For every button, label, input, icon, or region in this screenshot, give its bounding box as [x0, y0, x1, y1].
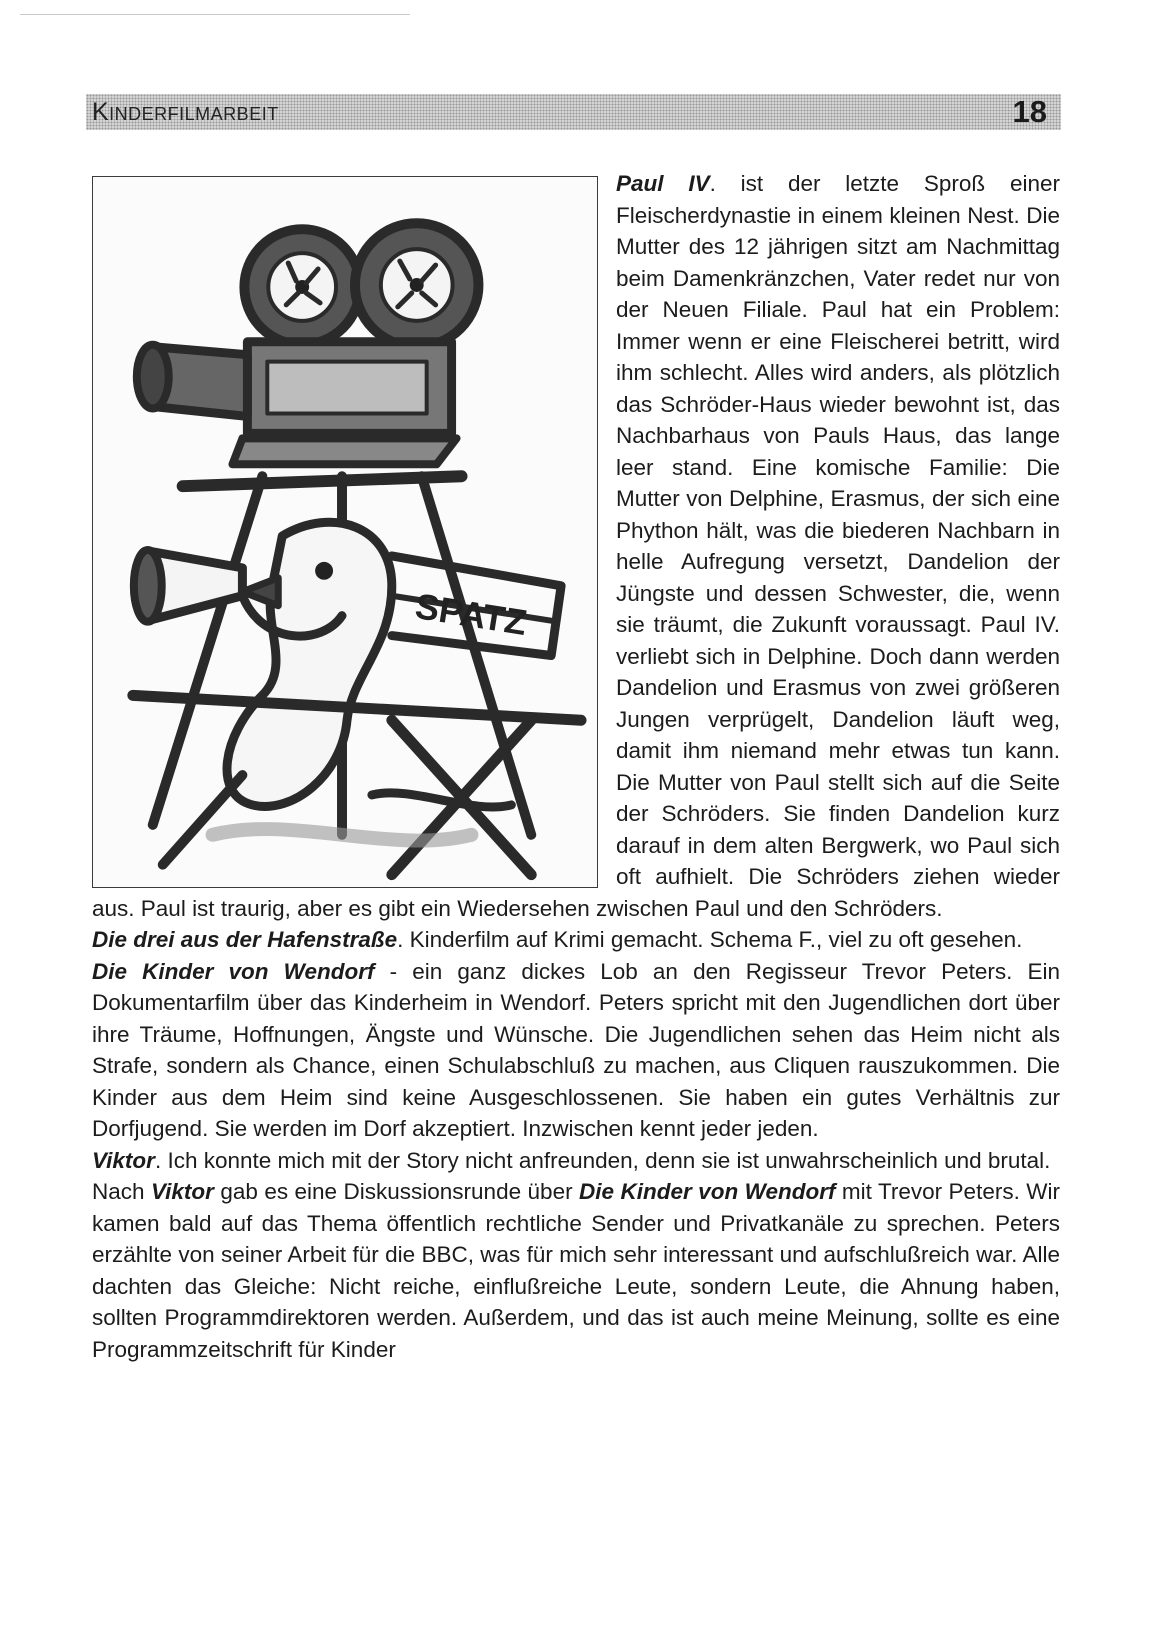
paragraph-text: gab es eine Diskussionsrunde über: [213, 1179, 580, 1204]
film-title: Viktor: [150, 1179, 214, 1204]
film-title: Die Kinder von Wendorf: [579, 1179, 836, 1204]
paragraph-text: - ein ganz dickes Lob an den Regisseur Trevor Peters. Ein Dokumentarfilm über das Kinderheim in Wendorf. Peters spricht mit den Jugendlichen dort über ihre Träume, Hoffnungen, Ängste und Wünsche. Die Jugendlichen sehen das Heim nicht als Strafe, sondern als Chance, einen Schulabschluß zu machen, aus Cliquen rauszukommen. Die Kinder aus dem Heim sind keine Ausgeschlossenen. Sie haben ein gutes Verhältnis zur Dorfjugend. Sie werden im Dorf akzeptiert. Inzwischen kennt jeder jeden.: [92, 958, 1060, 1141]
section-title: Kinderfilmarbeit: [92, 98, 279, 126]
cartoon-bird-director-with-film-camera-icon: [93, 177, 597, 887]
chair-sign-label: SPATZ: [412, 586, 530, 644]
paragraph-text: . ist der letzte Sproß einer Fleischerdynastie in einem kleinen Nest. Die Mutter des 12 jährigen sitzt am Nachmittag beim Damenkränzchen, Vater redet nur von der Neuen Filiale. Paul hat ein Problem: Immer wenn er eine Fleischerei betritt, wird ihm schlecht. Alles wird anders, als plötzlich das Schröder-Haus wieder bewohnt ist, das Nachbarhaus von Pauls Haus, das lange leer stand. Eine komische Familie: Die Mutter von Delphine, Erasmus, der sich eine Phython hält, was die biederen Nachbarn in helle Aufregung versetzt, Dandelion der Jüngste und dessen Schwester, die, wenn sie träumt, die Zukunft voraussagt. Paul IV. verliebt sich in Delphine. Doch dann werden Dandelion und Erasmus von zwei größeren Jungen verprügelt, Dandelion läuft weg, damit ihm niemand mehr etwas tun kann. Die Mutter von Paul stellt sich auf die Seite der Schröders. Sie finden Dandelion kurz darauf in dem alten Bergwerk, wo Paul sich oft aufhielt. Die Schröders ziehen wieder aus. Paul ist traurig, aber es gibt ein Wiedersehen zwischen Paul und den Schröders.: [92, 171, 1061, 921]
article-body: [92, 168, 1060, 1365]
film-title: Die Kinder von Wendorf: [92, 958, 375, 984]
paragraph-text: . Ich konnte mich mit der Story nicht anfreunden, denn sie ist unwahrscheinlich und brutal.: [154, 1147, 1051, 1173]
page-number: 18: [1012, 94, 1047, 129]
top-rule: [20, 14, 410, 15]
paragraph: [92, 956, 1060, 1145]
paragraph-text: Nach: [92, 1179, 151, 1204]
film-title: Die drei aus der Hafenstraße: [92, 927, 398, 952]
paragraph-text: mit Trevor Peters. Wir kamen bald auf das Thema öffentlich rechtliche Sender und Privatkanäle zu sprechen. Peters erzählte von seiner Arbeit für die BBC, was für mich sehr interessant und aufschlußreich war. Alle dachten das Gleiche: Nicht reiche, einflußreiche Leute, sondern Leute, die Ahnung haben, sollten Programmdirektoren werden. Außerdem, und das ist auch meine Meinung, sollte es eine Programmzeitschrift für Kinder: [92, 1179, 1061, 1362]
paragraph: [92, 924, 1060, 956]
film-title: Paul IV: [616, 171, 710, 196]
paragraph-text: . Kinderfilm auf Krimi gemacht. Schema F., viel zu oft gesehen.: [397, 927, 1023, 952]
page-header: [86, 94, 1061, 130]
paragraph: [92, 1145, 1060, 1177]
film-title: Viktor: [92, 1147, 155, 1173]
illustration-figure: [92, 176, 598, 888]
closing-paragraph: [92, 1176, 1060, 1365]
